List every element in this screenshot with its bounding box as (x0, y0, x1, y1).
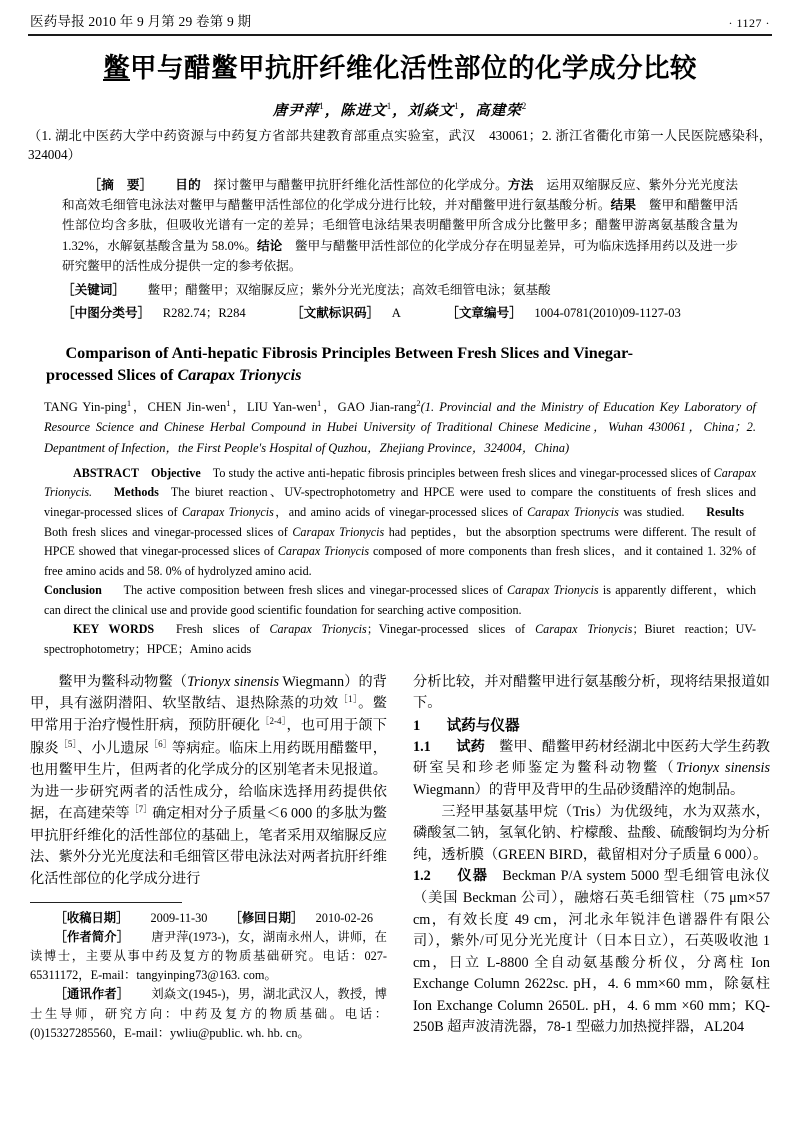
doc-code-value: A (391, 305, 401, 320)
affiliation-en: (1. Provincial and the Ministry of Education Key Laboratory of Resource Science and Chinese Herbal Compound in Hubei University of Traditional Chinese Medicine，Wuhan 430061，China；2. Depantment of Infection，the First People′s Hospital of Quzhou，Zhejiang Province，324004，China) (44, 400, 756, 455)
abstract-en-body (44, 464, 756, 621)
body-column-left (30, 672, 387, 1043)
authors-cn (28, 99, 772, 120)
keywords-en-text-2: ；Vinegar-processed slices of (366, 622, 536, 637)
intro-continuation: 分析比较，并对醋鳖甲进行氨基酸分析，现将结果报道如下。 (413, 673, 770, 712)
abstract-conclusion-label-cn: 结论 (257, 238, 283, 253)
abstract-methods-species-2: Carapax Trionycis (527, 504, 619, 519)
authors-affiliation-en: TANG Yin-ping$^1$，CHEN Jin-wen$^1$，LIU Yan-wen$^1$，GAO Jian-rang$^2$(1. Provincial and the Ministry of Education Key Laboratory of Resource Science and Chinese Herbal Compound in Hubei University of Traditional Chinese Medicine，Wuhan 430061，China；2. Depantment of Infection，the First People′s Hospital of Quzhou，Zhejiang Province，324004，China) (44, 397, 756, 455)
author-1-en-sup: 1 (126, 397, 132, 408)
abstract-methods-text-en-3: was studied. (618, 504, 685, 519)
footnote-divider (30, 902, 182, 903)
subsection-1-1-number: 1.1 (413, 738, 431, 755)
intro-text-b: Wiegmann）的背甲，具有滋阴潜阳、软坚散结、退热除蒸的功效 (30, 673, 387, 712)
intro-text-e: 、小儿遗尿 (77, 740, 149, 757)
intro-text-g: 确定相对分子质量＜6 000 的多肽为鳖甲抗肝纤维化的活性部位的基础上，笔者采用双缩脲反应法、紫外分光光度法和毛细管区带电泳法对两者抗肝纤维化活性部位的化学成分进行 (30, 805, 387, 887)
abstract-methods-label-cn: 方法 (507, 177, 534, 192)
section-1-number: 1 (413, 717, 421, 734)
abstract-methods-species-1: Carapax Trionycis (182, 504, 274, 519)
abstract-en-label: ABSTRACT (73, 465, 139, 480)
body-columns (28, 672, 772, 1043)
author-3-en-sup: 1 (316, 397, 322, 408)
keywords-en-species-2: Carapax Trionycis (535, 622, 633, 637)
abstract-results-label-cn: 结果 (610, 197, 637, 212)
corresponding-author-label: ［通讯作者］ (54, 987, 130, 1002)
article-id-value: 1004-0781(2010)09-1127-03 (534, 305, 681, 320)
author-2-cn-sup: 1 (386, 101, 393, 112)
footnote-dates (30, 909, 387, 928)
abstract-methods-text-en-2: ，and amino acids of vinegar-processed slices of (273, 504, 528, 519)
keywords-en (44, 620, 756, 659)
intro-text-d: ，也可用于颌下腺炎 (30, 718, 387, 757)
keywords-en-text-3: ；Biuret reaction；UV-spectrophotometry；HPCE；Amino acids (44, 622, 756, 656)
header-divider (28, 34, 772, 36)
received-date-label: ［收稿日期］ (54, 911, 129, 926)
subsection-1-1-text-a: 鳖甲、醋鳖甲药材经湖北中医药大学生药教研室吴和珍老师鉴定为鳖科动物鳖（ (413, 738, 770, 777)
author-3-en: LIU Yan-wen (246, 400, 317, 415)
footnotes-block (30, 909, 387, 1042)
abstract-results-species-1: Carapax Trionycis (292, 524, 385, 539)
subsection-1-2-text: Beckman P/A system 5000 型毛细管电泳仪（美国 Beckman 公司），融熔石英毛细管柱（75 μm×57 cm，有效长度 49 cm，河北永年锐沣色谱器件有限公司），紫外/可见分光光度计（日本日立），石英吸收池 1 cm，日立 L-8800 全自动氨基酸分析仪，分离柱 Ion Exchange Column 2622sc. pH，4. 6 mm×60 mm，除氨柱 Ion Exchange Column 2650L. pH，4. 6 mm ×60 mm；KQ-250B 超声波清洗器，78-1 型磁力加热搅拌器，AL204 (413, 868, 770, 1036)
affiliation-cn: （1. 湖北中医药大学中药资源与中药复方省部共建教育部重点实验室，武汉 430061；2. 浙江省衢化市第一人民医院感染科，324004） (28, 128, 772, 163)
classification-line (28, 302, 772, 325)
keywords-cn-label: ［关键词］ (62, 282, 125, 297)
title-en-species: Carapax Trionycis (177, 366, 302, 384)
section-heading-1 (413, 715, 770, 737)
page-title-en (28, 343, 772, 387)
page-title (28, 52, 772, 85)
abstract-cn-label: ［摘 要］ (88, 177, 153, 192)
ref-marker-1: ［1］ (338, 694, 359, 705)
footnote-corresponding-author (30, 985, 387, 1042)
author-sep-1: ， (324, 103, 341, 120)
intro-paragraph (30, 672, 387, 891)
abstract-results-text-cn: 鳖甲和醋鳖甲活性部位均含多肽，但吸收光谱有一定的差异；毛细管电泳结果表明醋鳖甲所含成分比鳖甲多；醋鳖甲游离氨基酸含量为 1.32%，水解氨基酸含量为 58.0%。 (62, 197, 739, 253)
journal-issue-line: 医药导报 2010 年 9 月第 29 卷第 9 期 (30, 14, 252, 29)
abstract-methods-text-cn: 运用双缩脲反应、紫外分光光度法和高效毛细管电泳法对鳖甲与醋鳖甲活性部位的化学成分进行比较，并对醋鳖甲进行氨基酸分析。 (62, 177, 739, 212)
abstract-objective-text-cn: 探讨鳖甲与醋鳖甲抗肝纤维化活性部位的化学成分。 (213, 177, 508, 192)
abstract-results-text-en-1: Both fresh slices and vinegar-processed slices of (44, 524, 293, 539)
subsection-1-1-text-b: Wiegmann）的背甲及背甲的生品砂烫醋淬的炮制品。 (413, 782, 745, 799)
author-2-en: CHEN Jin-wen (147, 400, 227, 415)
author-4-cn: 高建荣 (475, 103, 522, 120)
section-1-title: 试药与仪器 (446, 717, 520, 734)
ref-marker-2: ［2-4］ (260, 716, 287, 727)
intro-text-c: 。鳖甲常用于治疗慢性肝病，预防肝硬化 (30, 695, 387, 735)
intro-species-1: Trionyx sinensis (187, 673, 280, 690)
author-sep-3: ， (459, 103, 476, 120)
title-rest: 甲与醋鳖甲抗肝纤维化活性部位的化学成分比较 (130, 53, 697, 85)
corresponding-author-value: 刘焱文(1945-)，男，湖北武汉人，教授，博士生导师，研究方向：中药及复方的物质基础。电话：(0)15327285560，E-mail：ywliu@public. wh. hb. cn。 (30, 987, 387, 1040)
body-column-right (413, 672, 770, 1043)
abstract-objective-text-en: To study the active anti-hepatic fibrosis principles between fresh slices and vinegar-processed slices of (212, 465, 714, 480)
abstract-conclusion-species: Carapax Trionycis (507, 583, 599, 598)
ref-marker-5: ［7］ (129, 804, 153, 815)
abstract-conclusion-text-en-2: is apparently different，which can direct the clinical use and provide good scientific foundation for searching active composition. (44, 583, 756, 617)
keywords-cn-text: 鳖甲；醋鳖甲；双缩脲反应；紫外分光光度法；高效毛细管电泳；氨基酸 (147, 282, 551, 297)
abstract-results-text-en-2: had peptides，but the absorption spectrums were different. The result of HPCE showed that vinegar-processed slices of (44, 524, 757, 559)
author-2-cn: 陈进文 (340, 103, 387, 120)
author-1-en: TANG Yin-ping (44, 400, 127, 415)
ref-marker-3: ［5］ (58, 738, 78, 749)
abstract-results-text-en-3: composed of more components than fresh slices，and it contained 1. 32% of free amino acids and 58. 0% of hydrolyzed amino acid. (44, 544, 756, 578)
abstract-cn (28, 175, 772, 277)
author-bio-label: ［作者简介］ (54, 930, 130, 945)
author-3-cn: 刘焱文 (407, 103, 455, 120)
author-4-en-sup: 2 (416, 397, 421, 408)
title-en-line1: Comparison of Anti-hepatic Fibrosis Principles Between Fresh Slices and Vinegar- (65, 344, 634, 363)
keywords-en-text-1: Fresh slices of (175, 622, 270, 637)
abstract-conclusion-label-en: Conclusion (44, 583, 102, 598)
clc-label: ［中图分类号］ (62, 305, 151, 320)
abstract-objective-label-cn: 目的 (175, 177, 201, 192)
abstract-methods-text-en-1: The biuret reaction、UV-spectrophotometry and HPCE were used to compare the constituents of fresh slices and vinegar-processed slices of (44, 485, 756, 519)
abstract-conclusion-text-cn: 鳖甲与醋鳖甲活性部位的化学成分存在明显差异，可为临床选择用药以及进一步研究鳖甲的活性成分提供一定的参考依据。 (62, 238, 739, 274)
ref-marker-4: ［6］ (148, 738, 172, 749)
intro-text-f: 等病症。临床上用药既用醋鳖甲，也用鳖甲生片，但两者的化学成分的区别笔者未见报道。为进一步研究两者的活性成分，给临床选择用药提供依据，在高建荣等 (30, 740, 387, 822)
subsection-1-2-number: 1.2 (413, 868, 431, 885)
abstract-cn-body (62, 175, 738, 277)
title-en-line2-pre: processed Slices of (46, 366, 178, 384)
abstract-results-label-en: Results (706, 504, 744, 519)
author-3-cn-sup: 1 (454, 101, 460, 112)
running-head (28, 14, 772, 34)
footnote-author-bio (30, 928, 387, 985)
keywords-en-species-1: Carapax Trionycis (269, 622, 367, 637)
subsection-1-1-species: Trionyx sinensis (675, 760, 770, 777)
revised-date-label: ［修回日期］ (229, 911, 304, 926)
abstract-objective-label-en: Objective (151, 465, 201, 480)
reagents-paragraph: 三羟甲基氨基甲烷（Tris）为优级纯，水为双蒸水，磷酸氢二钠，氢氧化钠、柠檬酸、盐酸、硫酸铜均为分析纯，透析膜（GREEN BIRD，截留相对分子质量 6 000）。 (413, 803, 770, 863)
subsection-1-1-title: 试药 (456, 738, 485, 755)
author-1-cn: 唐尹萍 (272, 103, 320, 120)
article-id-label: ［文章编号］ (446, 305, 522, 320)
author-bio-value: 唐尹萍(1973-)，女，湖南永州人，讲师，在读博士，主要从事中药及复方的物质基础研究。电话：027-65311172，E-mail：tangyinping73@163. com。 (30, 930, 387, 983)
keywords-en-label: KEY WORDS (73, 622, 155, 637)
author-sep-2: ， (392, 103, 408, 120)
received-date-value: 2009-11-30 (150, 911, 208, 926)
abstract-en (28, 464, 772, 660)
author-2-en-sup: 1 (226, 397, 231, 408)
subsection-1-1 (413, 737, 770, 802)
author-1-cn-sup: 1 (319, 101, 325, 112)
author-4-cn-sup: 2 (521, 101, 528, 112)
abstract-objective-species: Carapax Trionycis. (44, 465, 756, 500)
title-first-char: 鳖 (103, 53, 130, 85)
page-number: · 1127 · (728, 15, 770, 30)
abstract-methods-label-en: Methods (113, 485, 159, 500)
clc-value: R282.74；R284 (162, 305, 246, 320)
doc-code-label: ［文献标识码］ (291, 305, 380, 320)
abstract-conclusion-text-en-1: The active composition between fresh slices and vinegar-processed slices of (123, 583, 508, 598)
intro-text-a: 鳖甲为鳖科动物鳖（ (58, 673, 188, 690)
author-4-en: GAO Jian-rang (337, 400, 417, 415)
revised-date-value: 2010-02-26 (315, 911, 374, 926)
keywords-cn (28, 279, 772, 302)
subsection-1-2-title: 仪器 (456, 868, 489, 885)
subsection-1-2 (413, 866, 770, 1039)
abstract-results-species-2: Carapax Trionycis (277, 544, 370, 559)
